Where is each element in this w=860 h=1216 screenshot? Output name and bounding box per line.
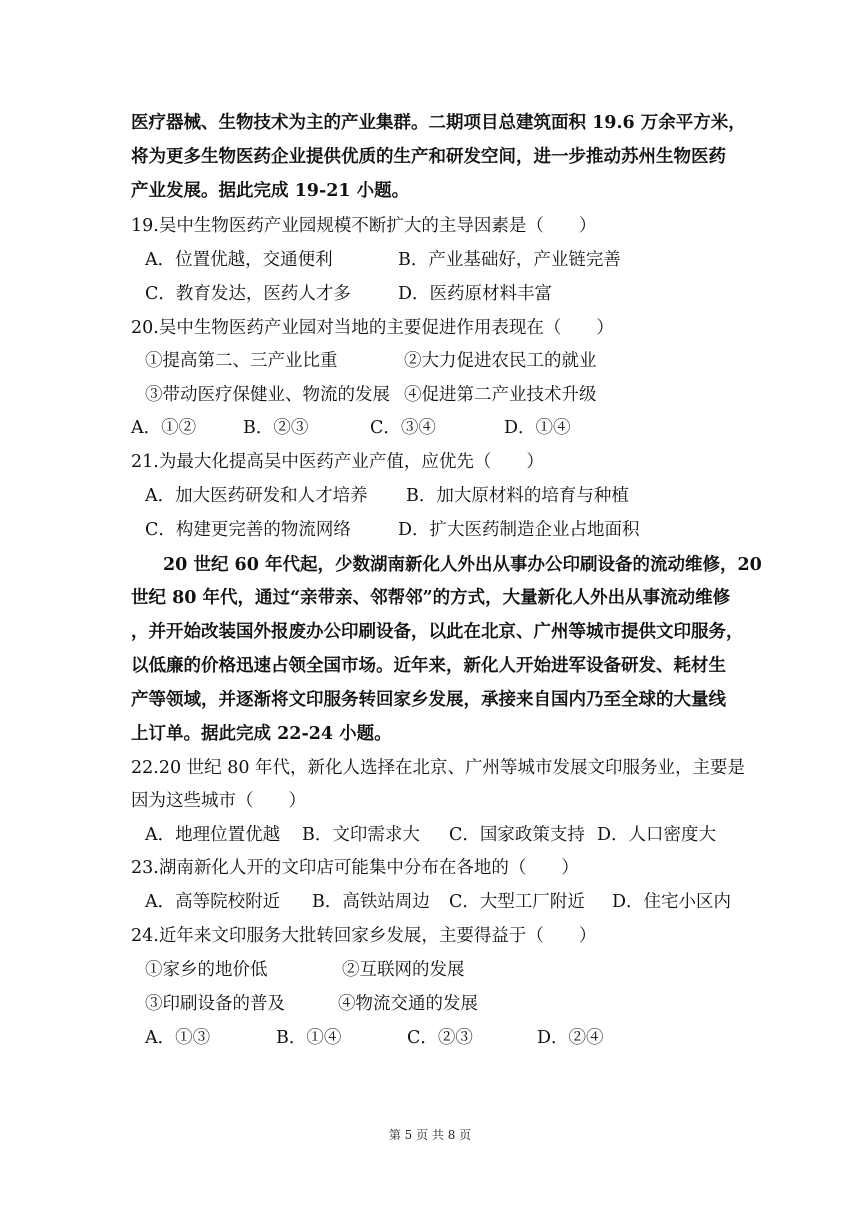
q21-option-d: D．扩大医药制造企业占地面积 [398,520,640,540]
passage2-line-1: 20 世纪 60 年代起，少数湖南新化人外出从事办公印刷设备的流动维修，20 [163,555,762,575]
passage2-line-4: 以低廉的价格迅速占领全国市场。近年来，新化人开始进军设备研发、耗材生 [131,656,726,676]
q19-option-b: B．产业基础好，产业链完善 [398,250,621,270]
q22-stem-line-2: 因为这些城市（ ） [131,791,306,811]
q22-option-c: C．国家政策支持 [449,825,585,845]
q20-stem: 20.吴中生物医药产业园对当地的主要促进作用表现在（ ） [131,318,614,338]
q23-option-a: A．高等院校附近 [145,892,281,912]
q24-item-2: ②互联网的发展 [342,960,465,980]
page-number-footer: 第 5 页 共 8 页 [388,1128,472,1142]
q20-option-d: D．①④ [504,418,571,438]
q24-option-b: B．①④ [276,1028,342,1048]
q24-option-c: C．②③ [407,1028,473,1048]
q22-stem-line-1: 22.20 世纪 80 年代，新化人选择在北京、广州等城市发展文印服务业，主要是 [131,758,746,778]
q24-item-3: ③印刷设备的普及 [145,994,285,1014]
q22-option-d: D．人口密度大 [597,825,717,845]
q19-option-c: C．教育发达，医药人才多 [145,284,351,304]
q20-item-2: ②大力促进农民工的就业 [404,351,597,371]
passage1-line-2: 将为更多生物医药企业提供优质的生产和研发空间，进一步推动苏州生物医药 [131,147,726,167]
q24-option-a: A．①③ [145,1028,211,1048]
q23-option-b: B．高铁站周边 [312,892,430,912]
q19-option-a: A．位置优越，交通便利 [145,250,333,270]
passage2-line-6: 上订单。据此完成 22-24 小题。 [131,724,392,744]
q23-stem: 23.湖南新化人开的文印店可能集中分布在各地的（ ） [131,858,579,878]
q23-option-d: D．住宅小区内 [612,892,732,912]
q20-item-1: ①提高第二、三产业比重 [145,351,338,371]
q24-item-4: ④物流交通的发展 [338,994,478,1014]
q21-option-a: A．加大医药研发和人才培养 [145,486,368,506]
q19-stem: 19.吴中生物医药产业园规模不断扩大的主导因素是（ ） [131,216,597,236]
q22-option-b: B．文印需求大 [302,825,420,845]
passage2-line-3: ，并开始改装国外报废办公印刷设备，以此在北京、广州等城市提供文印服务， [131,622,744,642]
q20-item-3: ③带动医疗保健业、物流的发展 [145,385,390,405]
q24-option-d: D．②④ [537,1028,604,1048]
passage2-line-5: 产等领域，并逐渐将文印服务转回家乡发展，承接来自国内乃至全球的大量线 [131,690,726,710]
q23-option-c: C．大型工厂附近 [449,892,585,912]
passage2-line-2: 世纪 80 年代，通过“亲带亲、邻帮邻”的方式，大量新化人外出从事流动维修 [131,588,731,608]
q21-option-c: C．构建更完善的物流网络 [145,520,351,540]
q21-option-b: B．加大原材料的培育与种植 [406,486,629,506]
q20-item-4: ④促进第二产业技术升级 [404,385,597,405]
q21-stem: 21.为最大化提高吴中医药产业产值，应优先（ ） [131,452,544,472]
passage1-line-1: 医疗器械、生物技术为主的产业集群。二期项目总建筑面积 19.6 万余平方米， [131,113,746,133]
q19-option-d: D．医药原材料丰富 [398,284,553,304]
q24-stem: 24.近年来文印服务大批转回家乡发展，主要得益于（ ） [131,926,597,946]
q20-option-c: C．③④ [370,418,436,438]
passage1-line-3: 产业发展。据此完成 19-21 小题。 [131,181,410,201]
q20-option-a: A．①② [131,418,197,438]
q24-item-1: ①家乡的地价低 [145,960,268,980]
q22-option-a: A．地理位置优越 [145,825,281,845]
q20-option-b: B．②③ [243,418,309,438]
